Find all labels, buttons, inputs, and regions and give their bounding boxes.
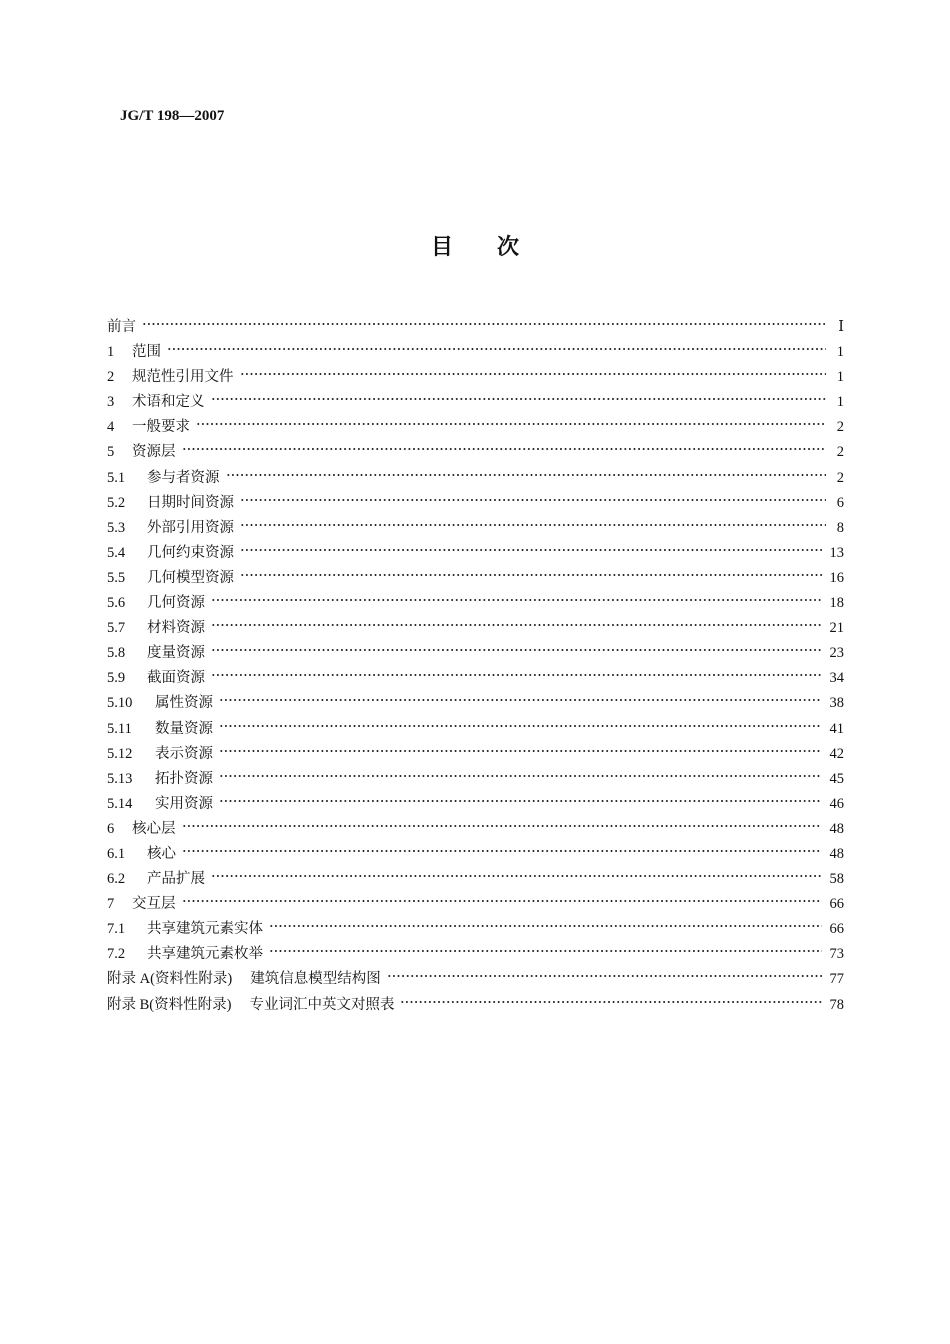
toc-entry-title: 几何资源 <box>147 595 205 612</box>
toc-entry-number: 5 <box>107 444 115 461</box>
toc-entry <box>107 466 844 491</box>
toc-leader-dots <box>182 823 822 829</box>
toc-entry <box>107 792 844 817</box>
toc-entry <box>107 340 844 365</box>
toc-entry-page: 48 <box>829 845 844 862</box>
toc-leader-dots <box>219 773 822 779</box>
toc-entry-page: 2 <box>836 469 844 486</box>
toc-entry-title: 规范性引用文件 <box>132 369 234 386</box>
toc-entry <box>107 717 844 742</box>
toc-leader-dots <box>211 672 822 678</box>
toc-entry-page: 1 <box>836 394 844 411</box>
toc-entry <box>107 691 844 716</box>
toc-entry <box>107 591 844 616</box>
toc-entry <box>107 867 844 892</box>
toc-entry-page: Ⅰ <box>838 319 844 335</box>
toc-entry-page: 23 <box>829 645 844 662</box>
toc-entry-title: 几何约束资源 <box>147 544 234 561</box>
toc-entry-number: 5.12 <box>107 745 133 762</box>
toc-entry-title: 范围 <box>132 344 161 361</box>
toc-entry-title: 专业词汇中英文对照表 <box>249 996 395 1013</box>
toc-entry <box>107 666 844 691</box>
toc-leader-dots <box>219 697 822 703</box>
toc-title: 目次 <box>430 235 563 260</box>
table-of-contents <box>107 315 844 1018</box>
toc-leader-dots <box>182 446 827 452</box>
toc-leader-dots <box>182 848 822 854</box>
toc-entry-page: 21 <box>829 620 844 637</box>
toc-entry-title: 截面资源 <box>147 670 205 687</box>
toc-entry-number: 5.3 <box>107 519 126 536</box>
toc-entry-title: 产品扩展 <box>147 871 205 888</box>
toc-entry-page: 16 <box>829 569 844 586</box>
toc-entry-page: 58 <box>829 871 844 888</box>
toc-entry-number: 5.4 <box>107 544 126 561</box>
toc-entry <box>107 566 844 591</box>
toc-entry-page: 48 <box>829 820 844 837</box>
toc-entry-title: 几何模型资源 <box>147 569 234 586</box>
toc-entry-title: 共享建筑元素实体 <box>147 921 263 938</box>
toc-leader-dots <box>240 547 822 553</box>
toc-entry-title: 共享建筑元素枚举 <box>147 946 263 963</box>
toc-entry-title: 建筑信息模型结构图 <box>250 971 381 988</box>
toc-entry-page: 18 <box>829 595 844 612</box>
toc-entry-page: 38 <box>829 695 844 712</box>
toc-leader-dots <box>211 647 822 653</box>
toc-entry-number: 6.2 <box>107 871 126 888</box>
toc-entry-page: 8 <box>836 519 844 536</box>
toc-entry-number: 5.11 <box>107 720 132 737</box>
toc-leader-dots <box>219 798 822 804</box>
toc-leader-dots <box>142 321 826 327</box>
toc-leader-dots <box>219 748 822 754</box>
toc-entry-title: 属性资源 <box>155 695 213 712</box>
toc-entry-title: 资源层 <box>132 444 176 461</box>
toc-entry-page: 1 <box>836 369 844 386</box>
toc-entry-number: 7.1 <box>107 921 126 938</box>
toc-entry <box>107 817 844 842</box>
toc-leader-dots <box>211 622 822 628</box>
toc-leader-dots <box>196 421 826 427</box>
toc-entry-number: 5.2 <box>107 494 126 511</box>
toc-entry <box>107 516 844 541</box>
toc-entry-page: 66 <box>829 896 844 913</box>
toc-entry-page: 1 <box>836 344 844 361</box>
toc-entry-title: 度量资源 <box>147 645 205 662</box>
toc-leader-dots <box>240 371 827 377</box>
toc-entry-title: 实用资源 <box>155 795 213 812</box>
toc-entry-number: 5.7 <box>107 620 126 637</box>
toc-entry-number: 4 <box>107 419 115 436</box>
toc-entry-title: 外部引用资源 <box>147 519 234 536</box>
toc-entry <box>107 842 844 867</box>
toc-entry-page: 77 <box>829 971 844 988</box>
toc-entry-title: 数量资源 <box>155 720 213 737</box>
toc-entry <box>107 390 844 415</box>
toc-entry-number: 7.2 <box>107 946 126 963</box>
toc-entry <box>107 742 844 767</box>
toc-leader-dots <box>269 948 822 954</box>
toc-entry-number: 1 <box>107 344 115 361</box>
toc-entry-number: 6 <box>107 820 115 837</box>
toc-entry <box>107 942 844 967</box>
toc-entry-title: 表示资源 <box>155 745 213 762</box>
toc-entry-title: 日期时间资源 <box>147 494 234 511</box>
toc-entry <box>107 967 844 992</box>
toc-entry-page: 41 <box>829 720 844 737</box>
toc-entry <box>107 315 844 340</box>
toc-entry <box>107 541 844 566</box>
toc-entry-title: 术语和定义 <box>132 394 205 411</box>
toc-entry <box>107 365 844 390</box>
toc-entry-number: 7 <box>107 896 115 913</box>
toc-entry <box>107 440 844 465</box>
toc-leader-dots <box>219 723 822 729</box>
toc-entry-page: 13 <box>829 544 844 561</box>
toc-entry <box>107 917 844 942</box>
toc-entry-number: 附录 A(资料性附录) <box>107 971 233 988</box>
toc-entry-number: 5.13 <box>107 770 133 787</box>
toc-entry <box>107 415 844 440</box>
toc-entry <box>107 892 844 917</box>
toc-entry-page: 78 <box>829 996 844 1013</box>
toc-leader-dots <box>211 873 822 879</box>
toc-entry-number: 5.5 <box>107 569 126 586</box>
toc-entry-number: 5.8 <box>107 645 126 662</box>
toc-entry <box>107 767 844 792</box>
toc-entry <box>107 993 844 1018</box>
toc-entry-page: 45 <box>829 770 844 787</box>
toc-leader-dots <box>211 396 827 402</box>
toc-entry <box>107 616 844 641</box>
toc-entry-number: 5.6 <box>107 595 126 612</box>
toc-leader-dots <box>240 522 826 528</box>
toc-entry-number: 5.1 <box>107 469 126 486</box>
document-code: JG/T 198—2007 <box>120 108 225 124</box>
toc-entry-number: 3 <box>107 394 115 411</box>
toc-entry-title: 交互层 <box>132 896 176 913</box>
toc-leader-dots <box>240 497 826 503</box>
toc-entry-title: 参与者资源 <box>147 469 220 486</box>
toc-entry-number: 5.10 <box>107 695 133 712</box>
toc-entry-page: 6 <box>836 494 844 511</box>
toc-entry-number: 6.1 <box>107 845 126 862</box>
toc-entry-page: 2 <box>836 419 844 436</box>
toc-leader-dots <box>167 346 826 352</box>
toc-entry-title: 一般要求 <box>132 419 190 436</box>
toc-entry-page: 73 <box>829 946 844 963</box>
toc-entry-page: 42 <box>829 745 844 762</box>
toc-entry-title: 前言 <box>107 319 136 335</box>
toc-entry <box>107 641 844 666</box>
toc-leader-dots <box>387 973 822 979</box>
toc-leader-dots <box>226 472 827 478</box>
toc-entry-title: 核心 <box>147 845 176 862</box>
toc-entry-number: 5.14 <box>107 795 133 812</box>
toc-entry-page: 2 <box>836 444 844 461</box>
toc-entry-page: 46 <box>829 795 844 812</box>
toc-entry-number: 5.9 <box>107 670 126 687</box>
toc-entry-number: 附录 B(资料性附录) <box>107 996 232 1013</box>
toc-leader-dots <box>240 572 822 578</box>
toc-entry-title: 拓扑资源 <box>155 770 213 787</box>
toc-entry-number: 2 <box>107 369 115 386</box>
toc-leader-dots <box>182 898 822 904</box>
toc-entry-page: 66 <box>829 921 844 938</box>
toc-leader-dots <box>211 597 822 603</box>
toc-entry-title: 核心层 <box>132 820 176 837</box>
toc-leader-dots <box>269 923 822 929</box>
toc-entry <box>107 491 844 516</box>
toc-entry-title: 材料资源 <box>147 620 205 637</box>
toc-entry-page: 34 <box>829 670 844 687</box>
toc-leader-dots <box>400 999 821 1005</box>
